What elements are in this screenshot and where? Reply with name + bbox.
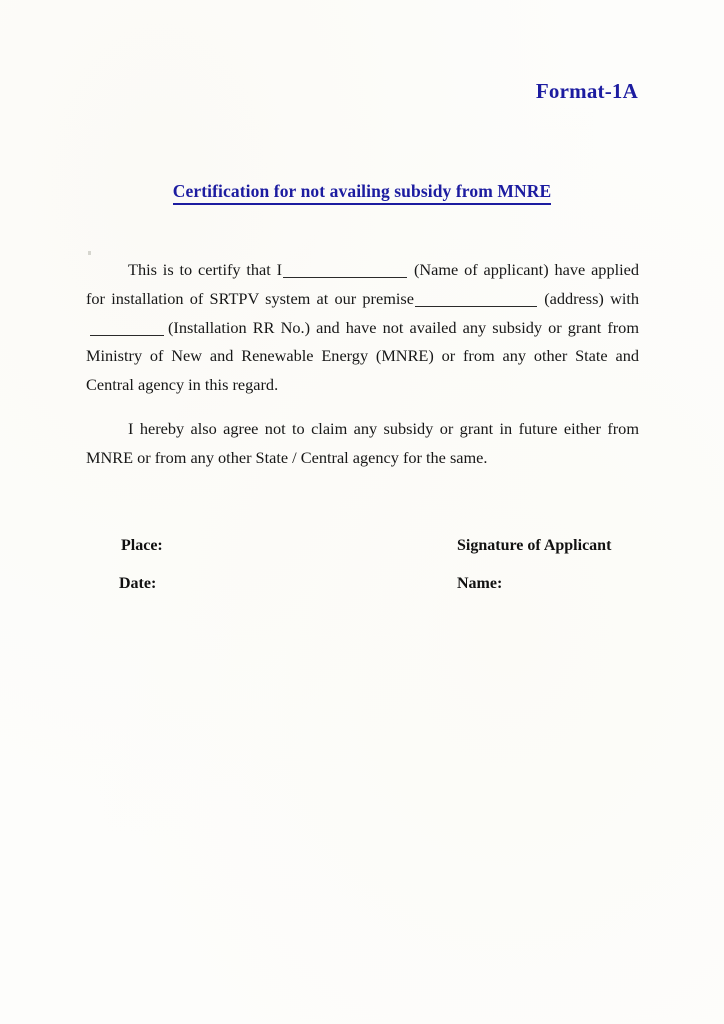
date-label: Date: bbox=[119, 575, 157, 592]
scan-speck bbox=[88, 251, 91, 255]
signature-of-applicant-label: Signature of Applicant bbox=[457, 537, 612, 554]
place-label: Place: bbox=[121, 537, 163, 554]
paragraph-certification bbox=[86, 256, 639, 400]
certify-text-segment-1: This is to certify that I bbox=[128, 260, 283, 279]
address-blank[interactable] bbox=[415, 306, 537, 307]
signature-row-top bbox=[86, 537, 639, 555]
name-label: Name: bbox=[457, 575, 503, 592]
format-tag: Format-1A bbox=[535, 79, 638, 103]
certify-text-segment-3: (address) with bbox=[544, 288, 640, 308]
signature-block bbox=[86, 537, 639, 593]
page-title-text: Certification for not availing subsidy from MNRE bbox=[173, 181, 551, 205]
document-body bbox=[86, 256, 639, 473]
installation-rr-no-blank[interactable] bbox=[90, 335, 164, 336]
signature-row-bottom bbox=[86, 575, 639, 593]
certify-text-segment-4: (Installation RR No.) and have not availed any subsidy or grant from Ministry of New and Renewable Energy (MNRE) or from any other State and Central agency in this regard. bbox=[86, 317, 639, 395]
name-of-applicant-blank[interactable] bbox=[283, 277, 407, 278]
certify-text-segment-2: (Name of applicant) have applied for installation of SRTPV system at our premise bbox=[86, 260, 639, 308]
page-title bbox=[0, 181, 724, 205]
paragraph-undertaking bbox=[86, 415, 639, 473]
undertaking-text: I hereby also agree not to claim any subsidy or grant in future either from MNRE or from any other State / Central agency for the same. bbox=[86, 418, 639, 467]
